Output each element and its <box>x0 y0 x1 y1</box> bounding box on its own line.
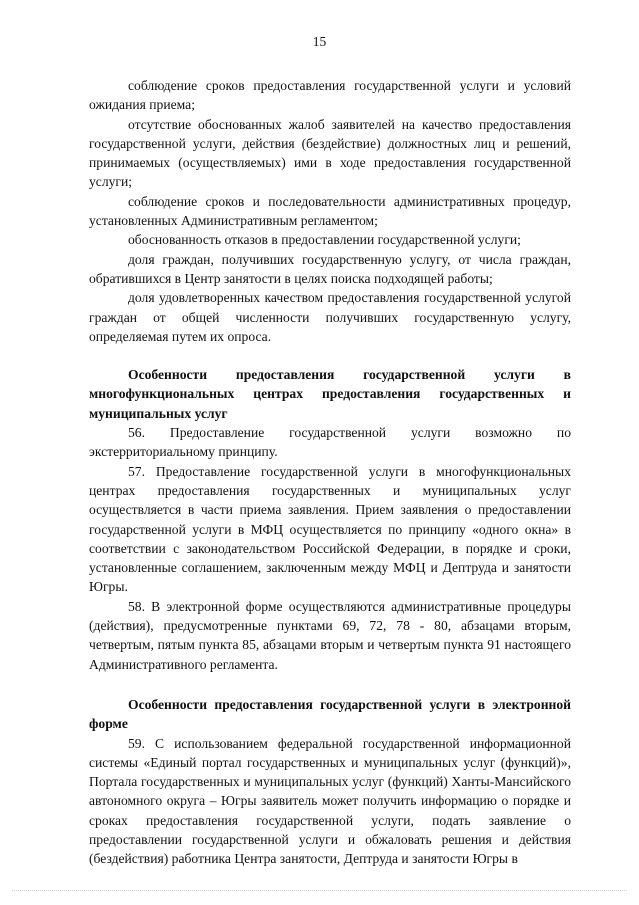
paragraph-no-complaints: отсутствие обоснованных жалоб заявителей на качество предоставления государственной услуги, действия (бездействие) должностных лиц и решений, принимаемых (осуществляемых) ими в ходе предоставления государственной услуги; <box>89 116 571 190</box>
paragraph-deadline-compliance: соблюдение сроков предоставления государственной услуги и условий ожидания приема; <box>89 78 571 113</box>
paragraph-refusal-justification: обоснованность отказов в предоставлении государственной услуги; <box>128 232 521 248</box>
paragraph-57: 57. Предоставление государственной услуги в многофункциональных центрах предоставления государственных и муниципальных услуг осуществляется в части приема заявления. Прием заявления о предоставлении государственной услуги в МФЦ осуществляется по принципу «одного окна» в соответствии с законодательством Российской Федерации, в порядке и сроки, установленные соглашением, заключенным между МФЦ и Дептруда и занятости Югры. <box>89 463 571 595</box>
document-body <box>89 76 571 869</box>
heading-mfc-features: Особенности предоставления государственной услуги в многофункциональных центрах предоставления государственных и муниципальных услуг <box>89 367 571 421</box>
heading-electronic-features: Особенности предоставления государственной услуги в электронной форме <box>89 696 571 732</box>
page-number: 15 <box>312 34 327 49</box>
paragraph-share-served: доля граждан, получивших государственную услугу, от числа граждан, обратившихся в Центр занятости в целях поиска подходящей работы; <box>89 251 571 286</box>
paragraph-procedure-sequence: соблюдение сроков и последовательности административных процедур, установленных Административным регламентом; <box>89 193 571 229</box>
paragraph-56: 56. Предоставление государственной услуги возможно по экстерриториальному принципу. <box>89 425 571 460</box>
paragraph-59: 59. С использованием федеральной государственной информационной системы «Единый портал государственных и муниципальных услуг (функций)», Портала государственных и муниципальных услуг (функций) Ханты-Мансийского автономного округа – Югры заявитель может получить информацию о порядке и сроках предоставления государственной услуги, подать заявление о предоставлении государственной услуги и обжаловать решения и действия (бездействия) работника Центра занятости, Дептруда и занятости Югры в <box>89 735 571 867</box>
scan-edge-divider <box>12 890 627 891</box>
paragraph-share-satisfied: доля удовлетворенных качеством предоставления государственной услугой граждан от общей численности получивших государственную услугу, определяемая путем их опроса. <box>89 290 571 344</box>
paragraph-58: 58. В электронной форме осуществляются административные процедуры (действия), предусмотренные пунктами 69, 72, 78 - 80, абзацами вторым, четвертым, пятым пункта 85, абзацами вторым и четвертым пункта 91 настоящего Административного регламента. <box>89 598 571 672</box>
